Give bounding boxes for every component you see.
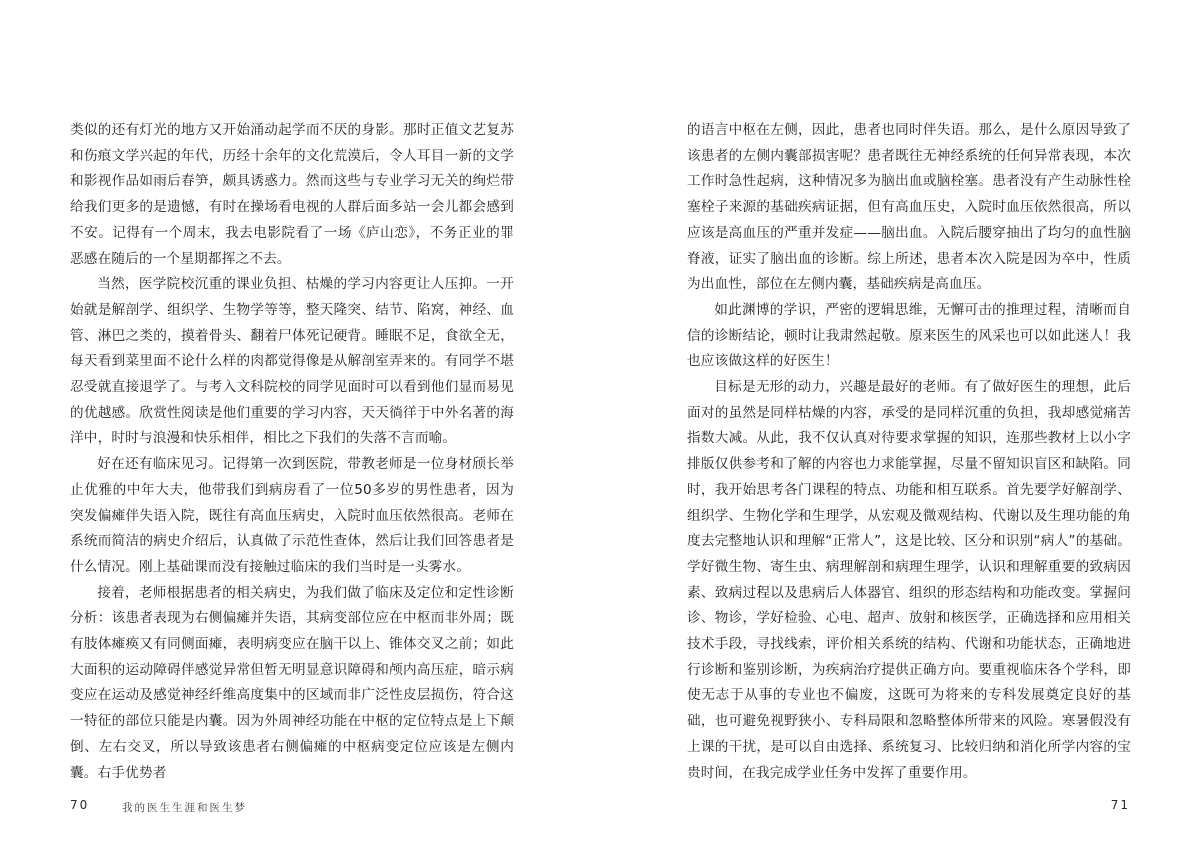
paragraph: 的语言中枢在左侧，因此，患者也同时伴失语。那么，是什么原因导致了该患者的左侧内囊部损害呢？患者既往无神经系统的任何异常表现，本次工作时急性起病，这种情况多为脑出血或脑栓塞。患者没有产生动脉性栓塞栓子来源的基础疾病证据，但有高血压史，入院时血压依然很高，所以应该是高血压的严重并发症——脑出血。入院后腰穿抽出了均匀的血性脑脊液，证实了脑出血的诊断。综上所述，患者本次入院是因为卒中，性质为出血性，部位在左侧内囊，基础疾病是高血压。 [687, 122, 1131, 293]
paragraph: 如此渊博的学识，严密的逻辑思维，无懈可击的推理过程，清晰而自信的诊断结论，顿时让我肃然起敬。原来医生的风采也可以如此迷人！我也应该做这样的好医生！ [687, 301, 1131, 370]
page-number: 70 [70, 798, 90, 812]
paragraph: 类似的还有灯光的地方又开始涌动起学而不厌的身影。那时正值文艺复苏和伤痕文学兴起的年代，历经十余年的文化荒漠后，令人耳目一新的文学和影视作品如雨后春笋，颇具诱惑力。然而这些与专业学习无关的绚烂带给我们更多的是遗憾，有时在操场看电视的人群后面多站一会儿都会感到不安。记得有一个周末，我去电影院看了一场《庐山恋》，不务正业的罪恶感在随后的一个星期都挥之不去。 [70, 122, 514, 267]
paragraph: 好在还有临床见习。记得第一次到医院，带教老师是一位身材颀长举止优雅的中年大夫，他带我们到病房看了一位50多岁的男性患者，因为突发偏瘫伴失语入院，既往有高血压病史，入院时血压依然很高。老师在系统而简洁的病史介绍后，认真做了示范性查体，然后让我们回答患者是什么情况。刚上基础课而没有接触过临床的我们当时是一头雾水。 [70, 456, 514, 575]
page-number: 71 [1110, 798, 1130, 812]
paragraph: 当然，医学院校沉重的课业负担、枯燥的学习内容更让人压抑。一开始就是解剖学、组织学、生物学等等，整天隆突、结节、陷窝，神经、血管、淋巴之类的，摸着骨头、翻着尸体死记硬背。睡眠不足，食欲全无，每天看到菜里面不论什么样的肉都觉得像是从解剖室弄来的。有同学不堪忍受就直接退学了。与考入文科院校的同学见面时可以看到他们显而易见的优越感。欣赏性阅读是他们重要的学习内容，天天徜徉于中外名著的海洋中，时时与浪漫和快乐相伴，相比之下我们的失落不言而喻。 [70, 276, 514, 447]
running-head: 我的医生生涯和医生梦 [122, 802, 247, 814]
left-page-text [70, 118, 514, 786]
right-page-text [687, 118, 1131, 786]
right-page [600, 0, 1200, 847]
paragraph: 接着，老师根据患者的相关病史，为我们做了临床及定位和定性诊断分析：该患者表现为右侧偏瘫并失语，其病变部位应在中枢而非外周；既有肢体瘫痪又有同侧面瘫，表明病变应在脑干以上、锥体交叉之前；如此大面积的运动障碍伴感觉异常但暂无明显意识障碍和颅内高压症，暗示病变应在运动及感觉神经纤维高度集中的区域而非广泛性皮层损伤，符合这一特征的部位只能是内囊。因为外周神经功能在中枢的定位特点是上下颠倒、左右交叉，所以导致该患者右侧偏瘫的中枢病变定位应该是左侧内囊。右手优势者 [70, 584, 514, 781]
paragraph: 目标是无形的动力，兴趣是最好的老师。有了做好医生的理想，此后面对的虽然是同样枯燥的内容，承受的是同样沉重的负担，我却感觉痛苦指数大减。从此，我不仅认真对待要求掌握的知识，连那些教材上以小字排版仅供参考和了解的内容也力求能掌握，尽量不留知识盲区和缺陷。同时，我开始思考各门课程的特点、功能和相互联系。首先要学好解剖学、组织学、生物化学和生理学，从宏观及微观结构、代谢以及生理功能的角度去完整地认识和理解“正常人”，这是比较、区分和识别“病人”的基础。学好微生物、寄生虫、病理解剖和病理生理学，认识和理解重要的致病因素、致病过程以及患病后人体器官、组织的形态结构和功能改变。掌握问诊、物诊，学好检验、心电、超声、放射和核医学，正确选择和应用相关技术手段，寻找线索，评价相关系统的结构、代谢和功能状态，正确地进行诊断和鉴别诊断，为疾病治疗提供正确方向。要重视临床各个学科，即使无志于从事的专业也不偏废，这既可为将来的专科发展奠定良好的基础，也可避免视野狭小、专科局限和忽略整体所带来的风险。寒暑假没有上课的干扰，是可以自由选择、系统复习、比较归纳和消化所学内容的宝贵时间，在我完成学业任务中发挥了重要作用。 [687, 379, 1131, 781]
